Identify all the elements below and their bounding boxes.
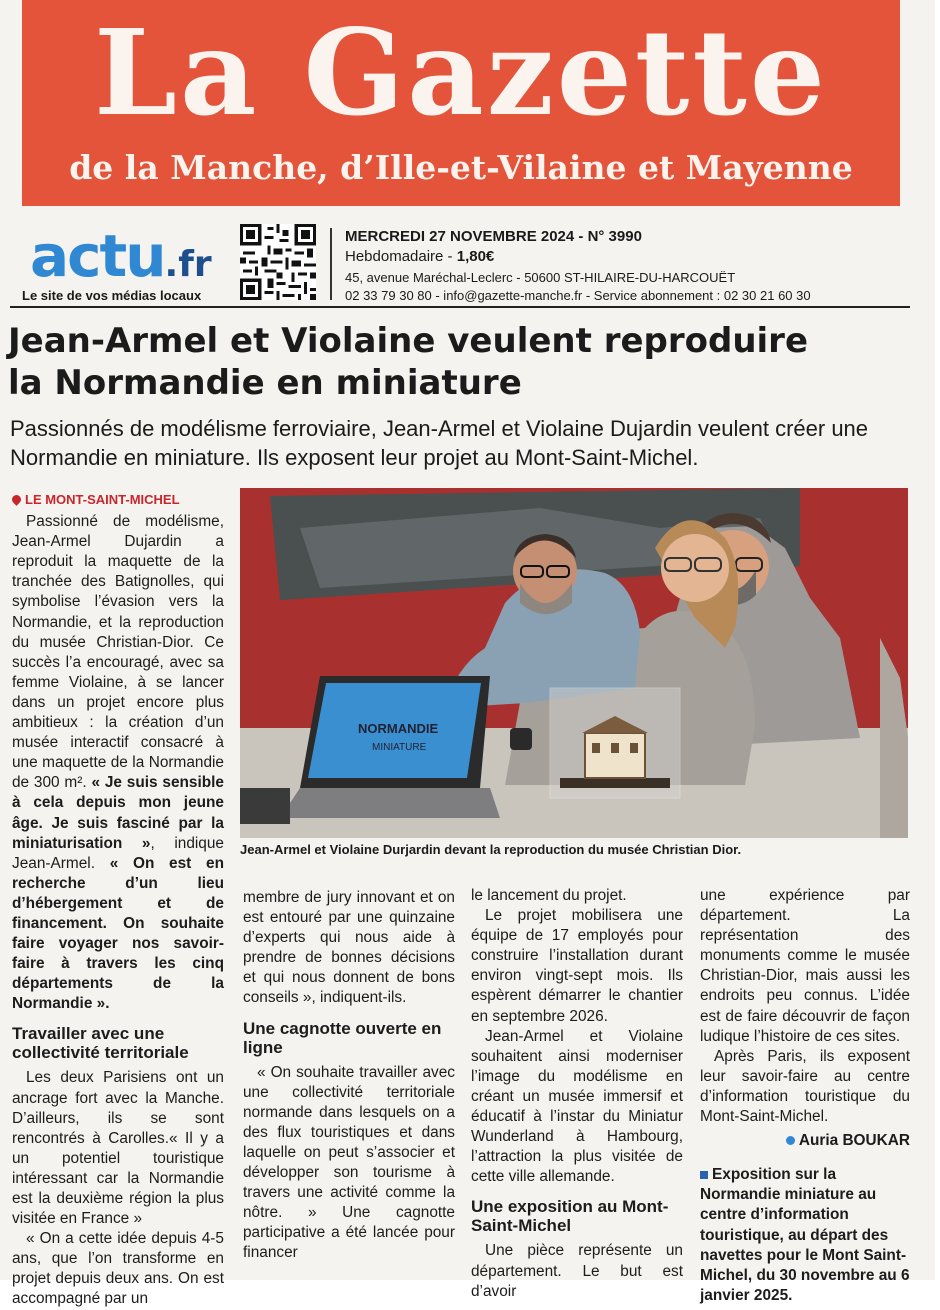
actu-logo [30, 222, 212, 295]
contact-line: 02 33 79 30 80 - info@gazette-manche.fr - Service abonnement : 02 30 21 60 30 [345, 288, 811, 303]
location-pin-icon [10, 493, 23, 506]
subheading: Une exposition au Mont-Saint-Michel [471, 1197, 669, 1236]
photo-caption: Jean-Armel et Violaine Durjardin devant la reproduction du musée Christian Dior. [240, 842, 742, 857]
newspaper-subtitle: de la Manche, d’Ille-et-Vilaine et Mayenne [69, 148, 853, 187]
actu-logo-suffix: .fr [164, 244, 212, 285]
text-run: , indique Jean-Armel. [12, 834, 224, 872]
paragraph: une expérience par département. La représentation des monuments comme le musée Christian-Dior, mais aussi les endroits peu connus. L’idée est de faire découvrir de façon ludique l’histoire de ces sites. [700, 887, 910, 1045]
divider [330, 228, 332, 300]
square-bullet-icon [700, 1171, 708, 1179]
laptop-screen-text: MINIATURE [372, 742, 427, 753]
article-column-4 [700, 886, 910, 1306]
issue-date-number: MERCREDI 27 NOVEMBRE 2024 - N° 3990 [345, 228, 642, 245]
article-lead: Passionnés de modélisme ferroviaire, Jean-Armel et Violaine Dujardin veulent créer une Normandie en miniature. Ils exposent leur projet au Mont-Saint-Michel. [10, 416, 869, 470]
laptop-screen-text: NORMANDIE [358, 721, 439, 736]
paragraph: membre de jury innovant et on est entouré par une quinzaine d’experts qui nous aide à prendre de bonnes décisions et qui nous donnent de bons conseils », indiquent-ils. [243, 889, 455, 1007]
paragraph: Le projet mobilisera une équipe de 17 employés pour construire l’installation durant environ vingt-sept mois. Ils espèrent démarrer le chantier en septembre 2026. [471, 907, 683, 1025]
article-column-1 [12, 490, 224, 1310]
actu-logo-main: actu [30, 222, 165, 290]
author-name: Auria BOUKAR [798, 1132, 910, 1150]
price: 1,80€ [456, 248, 495, 265]
exhibition-info [700, 1165, 910, 1306]
paragraph: le lancement du projet. [471, 887, 627, 904]
location-name: LE MONT-SAINT-MICHEL [25, 492, 180, 507]
article-column-2 [243, 888, 455, 1264]
divider [10, 306, 910, 308]
headline-line: Jean-Armel et Violaine veulent reproduire [8, 321, 809, 361]
paragraph: Les deux Parisiens ont un ancrage fort avec la Manche. D’ailleurs, ils se sont rencontrés à Carolles.« Il y a un potentiel touristique intéressant car la Normandie est la deuxième région la plus visitée en France » [12, 1069, 224, 1228]
article-column-3 [471, 886, 683, 1302]
bullet-icon [786, 1136, 795, 1145]
quote: « Je suis sensible à cela depuis mon jeune âge. Je suis fasciné par la miniaturisation » [12, 774, 224, 852]
actu-tagline: Le site de vos médias locaux [22, 288, 202, 303]
issue-info-bar [10, 212, 910, 310]
article-headline [8, 320, 908, 404]
paragraph: Jean-Armel et Violaine souhaitent ainsi moderniser l’image du modélisme en créant un musée immersif et éducatif à l’instar du Miniatur Wunderland à Hambourg, l’attraction la plus visitée de cette ville allemande. [471, 1027, 683, 1186]
location-tag [12, 490, 224, 510]
paragraph: Une pièce représente un département. Le but est d’avoir [471, 1242, 683, 1300]
address: 45, avenue Maréchal-Leclerc - 50600 ST-HILAIRE-DU-HARCOUËT [345, 270, 736, 285]
paragraph [12, 512, 224, 1014]
photo-illustration [240, 488, 908, 838]
subheading: Travailler avec une collectivité territoriale [12, 1024, 189, 1063]
exhibition-text: Exposition sur la Normandie miniature au centre d’information touristique, au départ des navettes pour le Mont Saint-Michel, du 30 novembre au 6 janvier 2025. [700, 1166, 910, 1304]
paragraph: Après Paris, ils exposent leur savoir-faire au centre d’information touristique du Mont-Saint-Michel. [700, 1047, 910, 1126]
qr-code-icon [240, 224, 316, 300]
article-photo [240, 488, 908, 838]
paragraph: « On a cette idée depuis 4-5 ans, que l’on transforme en projet depuis deux ans. On est accompagné par un [12, 1230, 224, 1308]
author-byline [700, 1131, 910, 1151]
paragraph: « On souhaite travailler avec une collectivité territoriale normande dans lesquels on a des flux touristiques et dans laquelle on peut s’associer et développer son tourisme à travers une activité comme la nôtre. » Une cagnotte participative a été lancée pour financer [243, 1063, 455, 1262]
subheading: Une cagnotte ouverte en ligne [243, 1018, 442, 1057]
frequency: Hebdomadaire - [345, 248, 457, 265]
masthead [22, 0, 900, 206]
quote: « On est en recherche d’un lieu d’hébergement et de financement. On souhaite faire voyager nos savoir-faire à travers les cinq départements de la Normandie ». [12, 854, 224, 1013]
headline-line: la Normandie en miniature [8, 363, 522, 403]
frequency-price [345, 248, 494, 265]
text-run: Passionné de modélisme, Jean-Armel Dujardin a reproduit la maquette de la tranchée des Batignolles, qui symbolise l’évasion vers la Normandie, et la reproduction du musée Christian-Dior. Ce succès l’a encouragé, avec sa femme Violaine, à se lancer dans un projet encore plus ambitieux : la création d’un musée interactif consacré à une maquette de la Normandie de 300 m². [12, 513, 224, 792]
newspaper-title: La Gazette [94, 3, 828, 142]
